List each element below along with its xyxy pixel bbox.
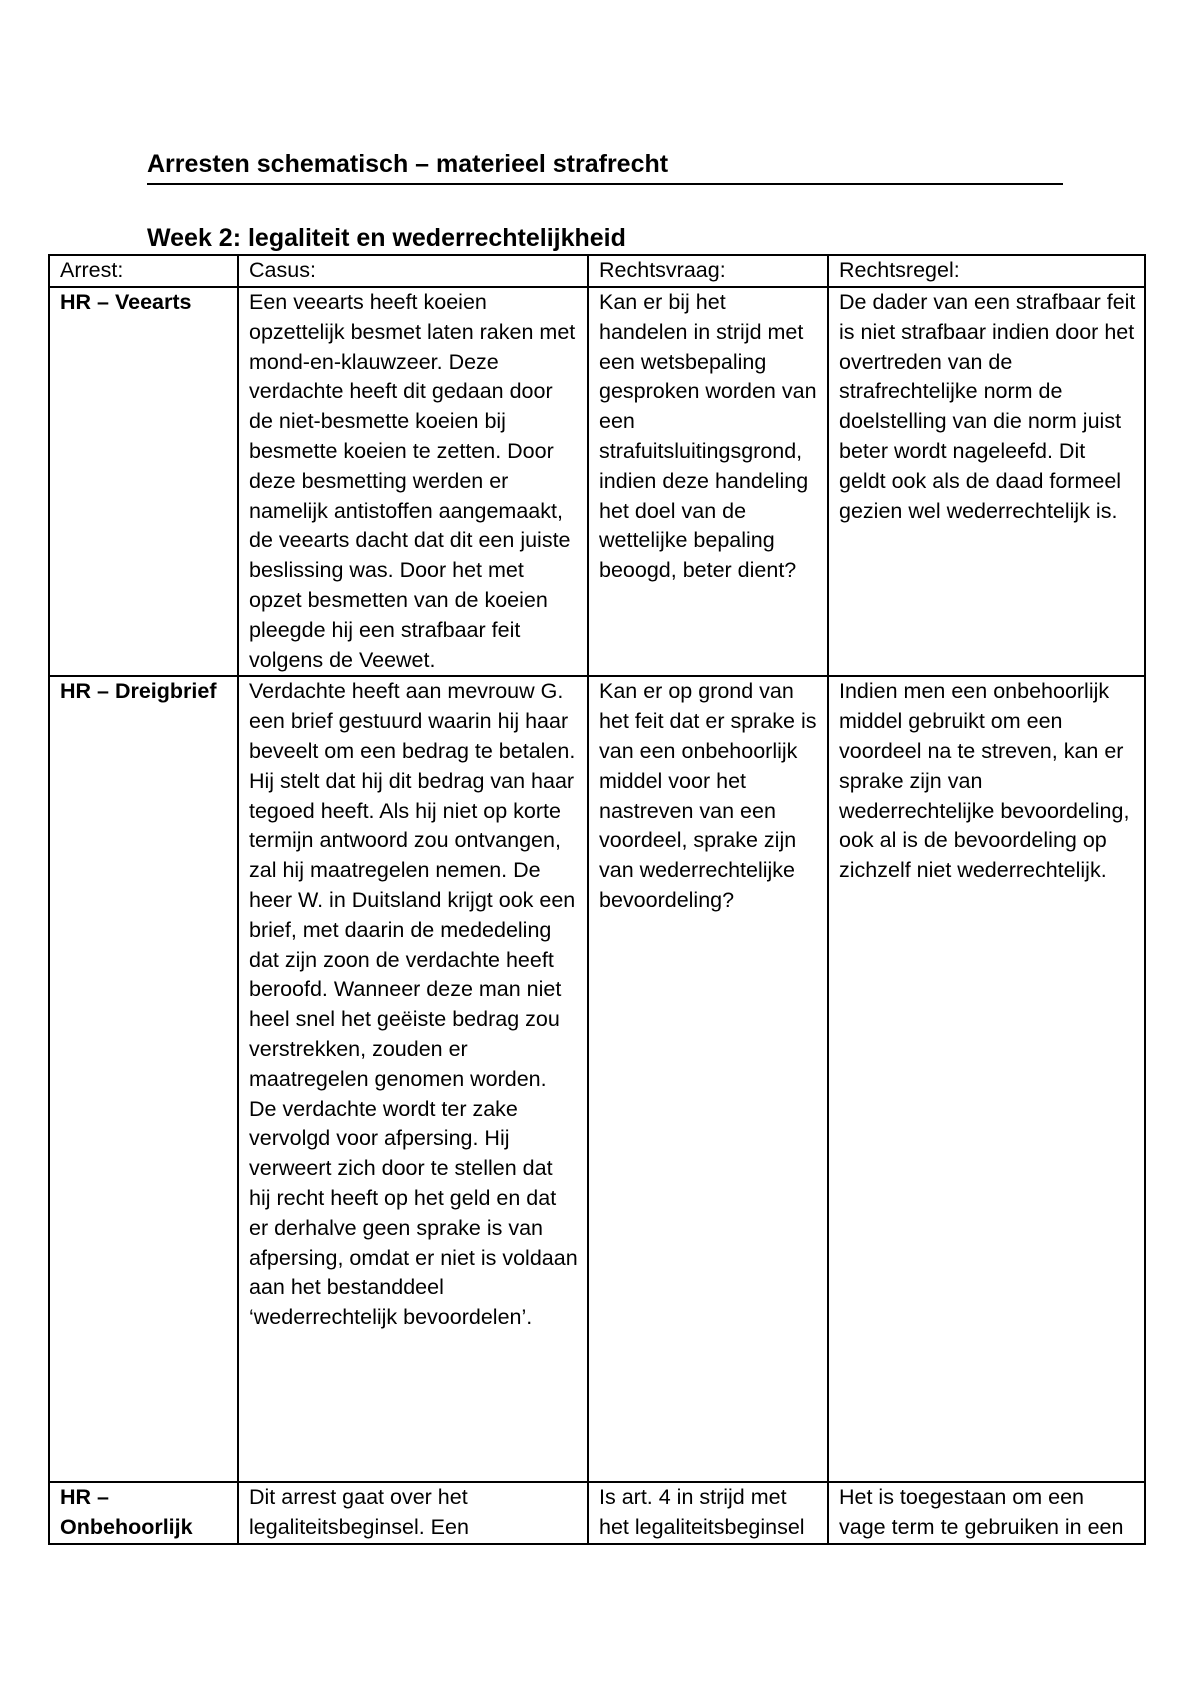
cell-casus: Dit arrest gaat over het legaliteitsbeginsel. Een <box>238 1482 588 1544</box>
table-row <box>49 1482 1145 1544</box>
header-casus: Casus: <box>238 255 588 287</box>
cell-casus: Een veearts heeft koeien opzettelijk besmet laten raken met mond-en-klauwzeer. Deze verdachte heeft dit gedaan door de niet-besmette koeien bij besmette koeien te zetten. Door deze besmetting werden er namelijk antistoffen aangemaakt, de veearts dacht dat dit een juiste beslissing was. Door het met opzet besmetten van de koeien pleegde hij een strafbaar feit volgens de Veewet. <box>238 287 588 676</box>
cell-rechtsvraag: Kan er op grond van het feit dat er sprake is van een onbehoorlijk middel voor het nastreven van een voordeel, sprake zijn van wederrechtelijke bevoordeling? <box>588 676 828 1482</box>
table-header-row <box>49 255 1145 287</box>
header-rechtsregel: Rechtsregel: <box>828 255 1145 287</box>
cell-arrest: HR – Dreigbrief <box>49 676 238 1482</box>
table-row <box>49 676 1145 1482</box>
cell-rechtsvraag: Is art. 4 in strijd met het legaliteitsbeginsel <box>588 1482 828 1544</box>
section-title: Week 2: legaliteit en wederrechtelijkheid <box>147 224 626 252</box>
cell-rechtsregel: Indien men een onbehoorlijk middel gebruikt om een voordeel na te streven, kan er sprake zijn van wederrechtelijke bevoordeling, ook al is de bevoordeling op zichzelf niet wederrechtelijk. <box>828 676 1145 1482</box>
cell-rechtsvraag: Kan er bij het handelen in strijd met een wetsbepaling gesproken worden van een strafuitsluitingsgrond, indien deze handeling het doel van de wettelijke bepaling beoogd, beter dient? <box>588 287 828 676</box>
document-title: Arresten schematisch – materieel strafrecht <box>147 148 1063 185</box>
table-row <box>49 287 1145 676</box>
cell-rechtsregel: Het is toegestaan om een vage term te gebruiken in een <box>828 1482 1145 1544</box>
arrests-table <box>48 254 1146 1545</box>
cell-casus: Verdachte heeft aan mevrouw G. een brief gestuurd waarin hij haar beveelt om een bedrag te betalen. Hij stelt dat hij dit bedrag van haar tegoed heeft. Als hij niet op korte termijn antwoord zou ontvangen, zal hij maatregelen nemen. De heer W. in Duitsland krijgt ook een brief, met daarin de mededeling dat zijn zoon de verdachte heeft beroofd. Wanneer deze man niet heel snel het geëiste bedrag zou verstrekken, zouden er maatregelen genomen worden. De verdachte wordt ter zake vervolgd voor afpersing. Hij verweert zich door te stellen dat hij recht heeft op het geld en dat er derhalve geen sprake is van afpersing, omdat er niet is voldaan aan het bestanddeel ‘wederrechtelijk bevoordelen’. <box>238 676 588 1482</box>
header-rechtsvraag: Rechtsvraag: <box>588 255 828 287</box>
cell-rechtsregel: De dader van een strafbaar feit is niet strafbaar indien door het overtreden van de strafrechtelijke norm de doelstelling van die norm juist beter wordt nageleefd. Dit geldt ook als de daad formeel gezien wel wederrechtelijk is. <box>828 287 1145 676</box>
header-arrest: Arrest: <box>49 255 238 287</box>
cell-arrest: HR – Onbehoorlijk <box>49 1482 238 1544</box>
cell-arrest: HR – Veearts <box>49 287 238 676</box>
